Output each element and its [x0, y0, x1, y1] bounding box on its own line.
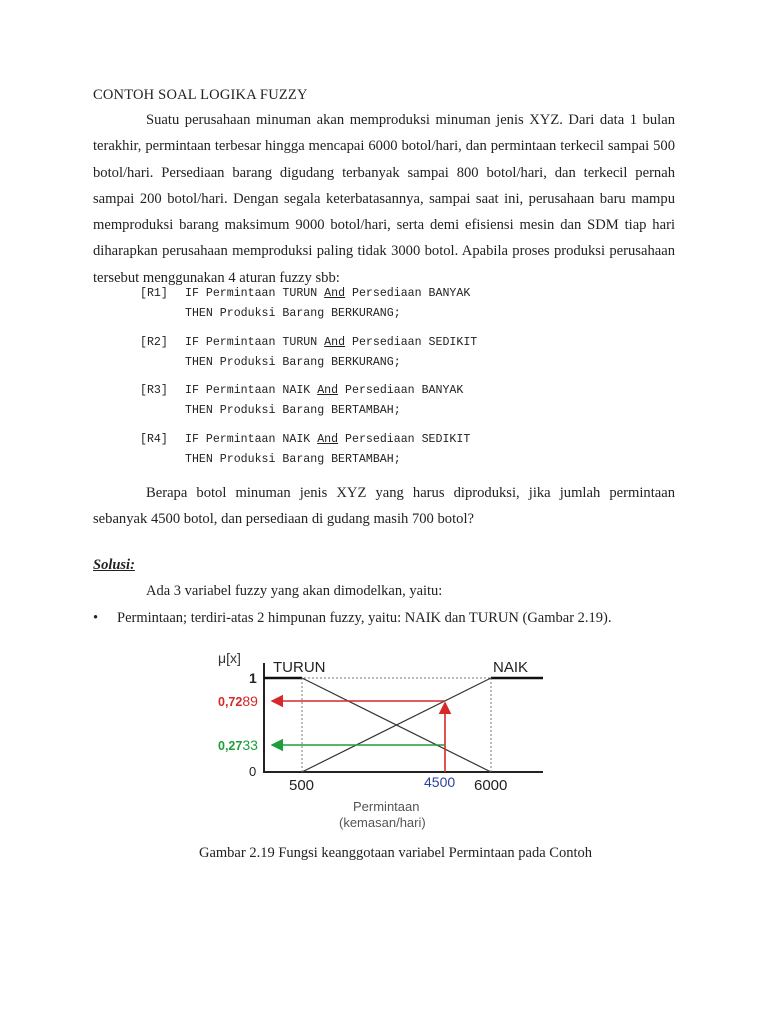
rule-if-line	[185, 384, 463, 397]
rule-and: And	[324, 335, 346, 349]
rule-number: [R2]	[140, 335, 168, 349]
label-turun: TURUN	[273, 659, 326, 676]
rule-if: IF Permintaan NAIK	[185, 432, 311, 446]
rule-if-line	[185, 287, 470, 300]
rule-condition: Persediaan SEDIKIT	[352, 335, 478, 349]
solution-intro: Ada 3 variabel fuzzy yang akan dimodelkan, yaitu:	[146, 583, 443, 599]
label-naik: NAIK	[493, 659, 529, 676]
y-tick-0: 0	[249, 764, 257, 779]
rule-then: THEN Produksi Barang BERTAMBAH;	[185, 452, 401, 466]
bullet-text: Permintaan; terdiri-atas 2 himpunan fuzzy, yaitu: NAIK dan TURUN (Gambar 2.19).	[117, 610, 612, 626]
rule-and: And	[317, 384, 339, 397]
bullet-icon: •	[93, 610, 99, 626]
rule-condition: Persediaan BANYAK	[345, 384, 464, 397]
question-paragraph: Berapa botol minuman jenis XYZ yang harus diproduksi, jika jumlah permintaan sebanyak 4500 botol, dan persediaan di gudang masih 700 botol?	[93, 485, 675, 528]
rule-if-line	[185, 433, 470, 446]
x-tick-6000: 6000	[474, 777, 508, 794]
x-tick-500: 500	[289, 777, 315, 794]
rule-number: [R1]	[140, 287, 168, 300]
rule-condition: Persediaan SEDIKIT	[345, 432, 471, 446]
mu-red-label	[218, 693, 258, 709]
rule-then: THEN Produksi Barang BERTAMBAH;	[185, 404, 401, 417]
x-axis-label-2: (kemasan/hari)	[339, 815, 426, 830]
rule-and: And	[317, 432, 339, 446]
rule-if: IF Permintaan NAIK	[185, 384, 311, 397]
document-title: CONTOH SOAL LOGIKA FUZZY	[93, 87, 308, 103]
y-tick-1: 1	[249, 670, 257, 686]
rule-and: And	[324, 287, 346, 300]
rule-number: [R3]	[140, 384, 168, 397]
mu-green-label-a: 0,27	[218, 739, 243, 753]
problem-paragraph: Suatu perusahaan minuman akan memproduksi minuman jenis XYZ. Dari data 1 bulan terakhir, permintaan terbesar hingga mencapai 6000 botol/hari, dan permintaan terkecil sampai 500 botol/hari. Persediaan barang digudang terbanyak sampai 800 botol/hari, dan terkecil pernah sampai 200 botol/hari. Dengan segala keterbatasannya, sampai saat ini, perusahaan baru mampu memproduksi barang maksimum 9000 botol/hari, serta demi efisiensi mesin dan SDM tiap hari diharapkan perusahaan memproduksi paling tidak 3000 botol. Apabila proses produksi perusahaan tersebut menggunakan 4 aturan fuzzy sbb:	[93, 112, 675, 286]
membership-chart	[212, 645, 552, 835]
mu-green-label	[218, 737, 258, 753]
y-axis-label: μ[x]	[218, 650, 241, 666]
membership-figure	[212, 645, 552, 835]
rule-number: [R4]	[140, 432, 168, 446]
rule-then: THEN Produksi Barang BERKURANG;	[185, 307, 401, 320]
rule-if: IF Permintaan TURUN	[185, 335, 318, 349]
rule-condition: Persediaan BANYAK	[352, 287, 471, 300]
solution-heading: Solusi:	[93, 557, 135, 573]
rule-if: IF Permintaan TURUN	[185, 287, 318, 300]
mu-red-label-b: 89	[242, 693, 258, 709]
x-marker-4500: 4500	[424, 774, 456, 790]
mu-red-label-a: 0,72	[218, 695, 243, 709]
figure-caption: Gambar 2.19 Fungsi keanggotaan variabel Permintaan pada Contoh	[199, 845, 593, 861]
rule-then: THEN Produksi Barang BERKURANG;	[185, 355, 401, 369]
rule-if-line	[185, 336, 477, 349]
mu-green-label-b: 33	[242, 737, 258, 753]
x-axis-label-1: Permintaan	[353, 799, 420, 814]
